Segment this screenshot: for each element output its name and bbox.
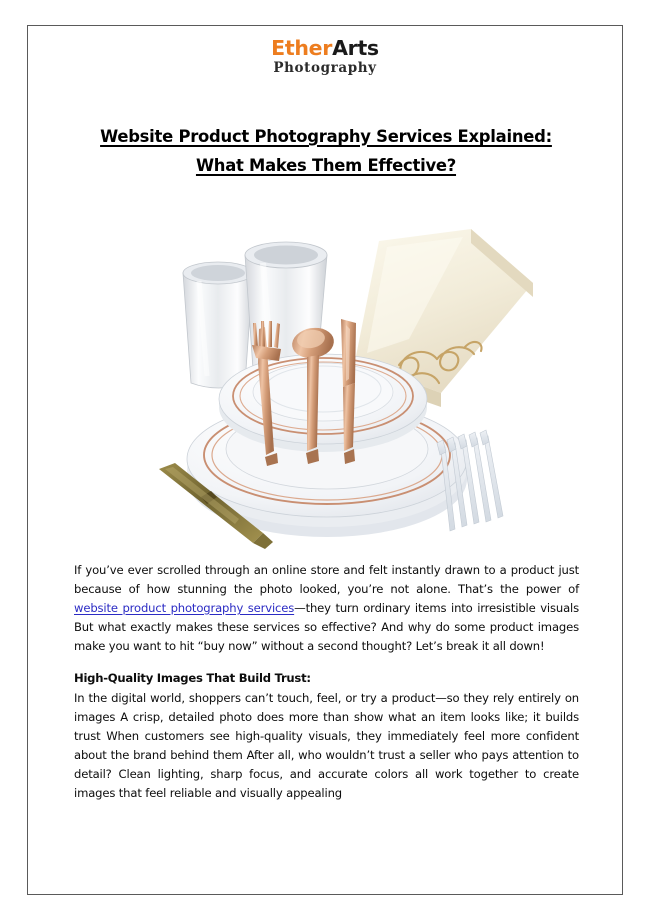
website-product-photography-services-link[interactable]: website product photography services	[74, 600, 295, 615]
logo-wordmark	[28, 38, 622, 59]
section-body-text: In the digital world, shoppers can’t touch, feel, or try a product—so they rely entirely on images A crisp, detailed photo does more than show what an item looks like; it builds trust When customers see high-quality visuals, they immediately feel more confident about the brand behind them After all, who wouldn’t trust a seller who pays attention to detail? Clean lighting, sharp focus, and accurate colors all work together to create images that feel reliable and visually appealing	[74, 691, 579, 800]
page-title	[74, 123, 578, 180]
article-body	[74, 561, 579, 803]
paragraph-intro	[74, 561, 579, 655]
logo-word-primary: Ether	[271, 36, 333, 60]
hero-product-photo	[141, 211, 536, 566]
section-subheading: High-Quality Images That Build Trust:	[74, 671, 311, 686]
stacked-tumbler-left	[183, 262, 253, 388]
page-content	[28, 26, 622, 894]
page-title-line-2: What Makes Them Effective?	[195, 155, 457, 175]
product-photo-illustration	[141, 211, 536, 566]
intro-text-before-link: If you’ve ever scrolled through an online store and felt instantly drawn to a product just because of how stunning the photo looked, you’re not alone. That’s the power of	[74, 563, 579, 596]
logo-tagline: Photography	[273, 59, 377, 76]
intro-text-after-link: —they turn ordinary items into irresistible visuals But what exactly makes these services so effective? And why do some product images make you want to hit “buy now” without a second thought? Let’s break it all down!	[74, 600, 579, 653]
brand-logo	[28, 38, 622, 75]
rose-gold-rings-left	[188, 309, 248, 351]
logo-word-secondary: Arts	[332, 36, 379, 60]
page-title-line-1: Website Product Photography Services Explained:	[100, 126, 552, 146]
document-page	[27, 25, 623, 895]
paragraph-high-quality-images	[74, 669, 579, 802]
